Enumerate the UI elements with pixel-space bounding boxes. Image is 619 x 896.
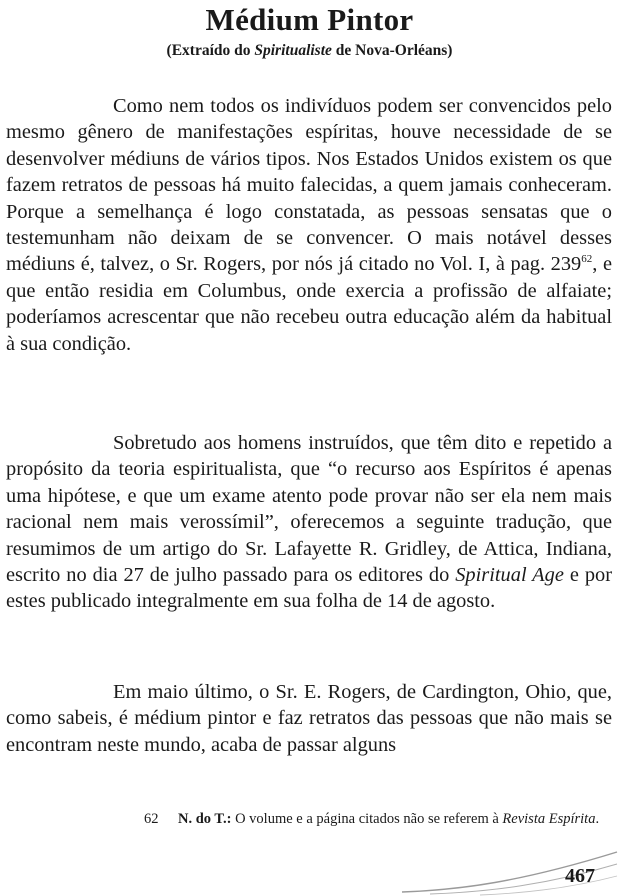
- paragraph-1-text-a: Como nem todos os indivíduos podem ser convencidos pelo mesmo gênero de manifestações espíritas, houve necessidade de se desenvolver médiuns de vários tipos. Nos Estados Unidos existem os que fazem retratos de pessoas há muito falecidas, a quem jamais conheceram. Porque a semelhança é logo constatada, as pessoas sensatas que o testemunham não deixam de se convencer. O mais notável desses médiuns é, talvez, o Sr. Rogers, por nós já citado no Vol. I, à pag. 239: [6, 95, 612, 276]
- footnote-journal-name: Revista Espírita: [502, 811, 596, 827]
- publication-name: Spiritual Age: [455, 564, 564, 587]
- paragraph-3-text: Em maio último, o Sr. E. Rogers, de Cardington, Ohio, que, como sabeis, é médium pintor e faz retratos das pessoas que não mais se encontram neste mundo, acaba de passar alguns: [6, 681, 612, 756]
- paragraph-1-text-b: , e que então residia em Columbus, onde exercia a profissão de alfaiate; poderíamos acrescentar que não recebeu outra educação além da habitual à sua condição.: [6, 253, 612, 355]
- subtitle-source-name: Spiritualiste: [254, 42, 332, 59]
- page-title: Médium Pintor: [205, 2, 414, 37]
- paragraph-2: [6, 430, 612, 615]
- footnote-number: 62: [144, 811, 159, 827]
- footnote-body: [178, 810, 614, 829]
- footnote-text-a: O volume e a página citados não se referem à: [231, 811, 503, 827]
- paragraph-3: [6, 679, 612, 758]
- footnote-text-b: .: [595, 811, 600, 827]
- footnote-reference[interactable]: 62: [581, 253, 593, 266]
- paragraph-2-text-a: Sobretudo aos homens instruídos, que têm dito e repetido a propósito da teoria espiritualista, que “o recurso aos Espíritos é apenas uma hipótese, e que um exame atento pode provar não ser ela nem mais racional nem mais verossímil”, oferecemos a seguinte tradução, que resumimos de um artigo do Sr. Lafayette R. Gridley, de Attica, Indiana, escrito no dia 27 de julho passado para os editores do: [6, 432, 612, 587]
- footnote: [144, 810, 614, 829]
- subtitle-suffix: de Nova-Orléans): [331, 42, 453, 59]
- page-subtitle: [0, 42, 619, 60]
- paragraph-2-text-b: e por estes publicado integralmente em sua folha de 14 de agosto.: [6, 564, 612, 613]
- footnote-label: N. do T.:: [178, 811, 232, 827]
- paragraph-1: [6, 93, 612, 357]
- page-number: 467: [565, 865, 595, 887]
- subtitle-prefix: (Extraído do: [166, 42, 255, 59]
